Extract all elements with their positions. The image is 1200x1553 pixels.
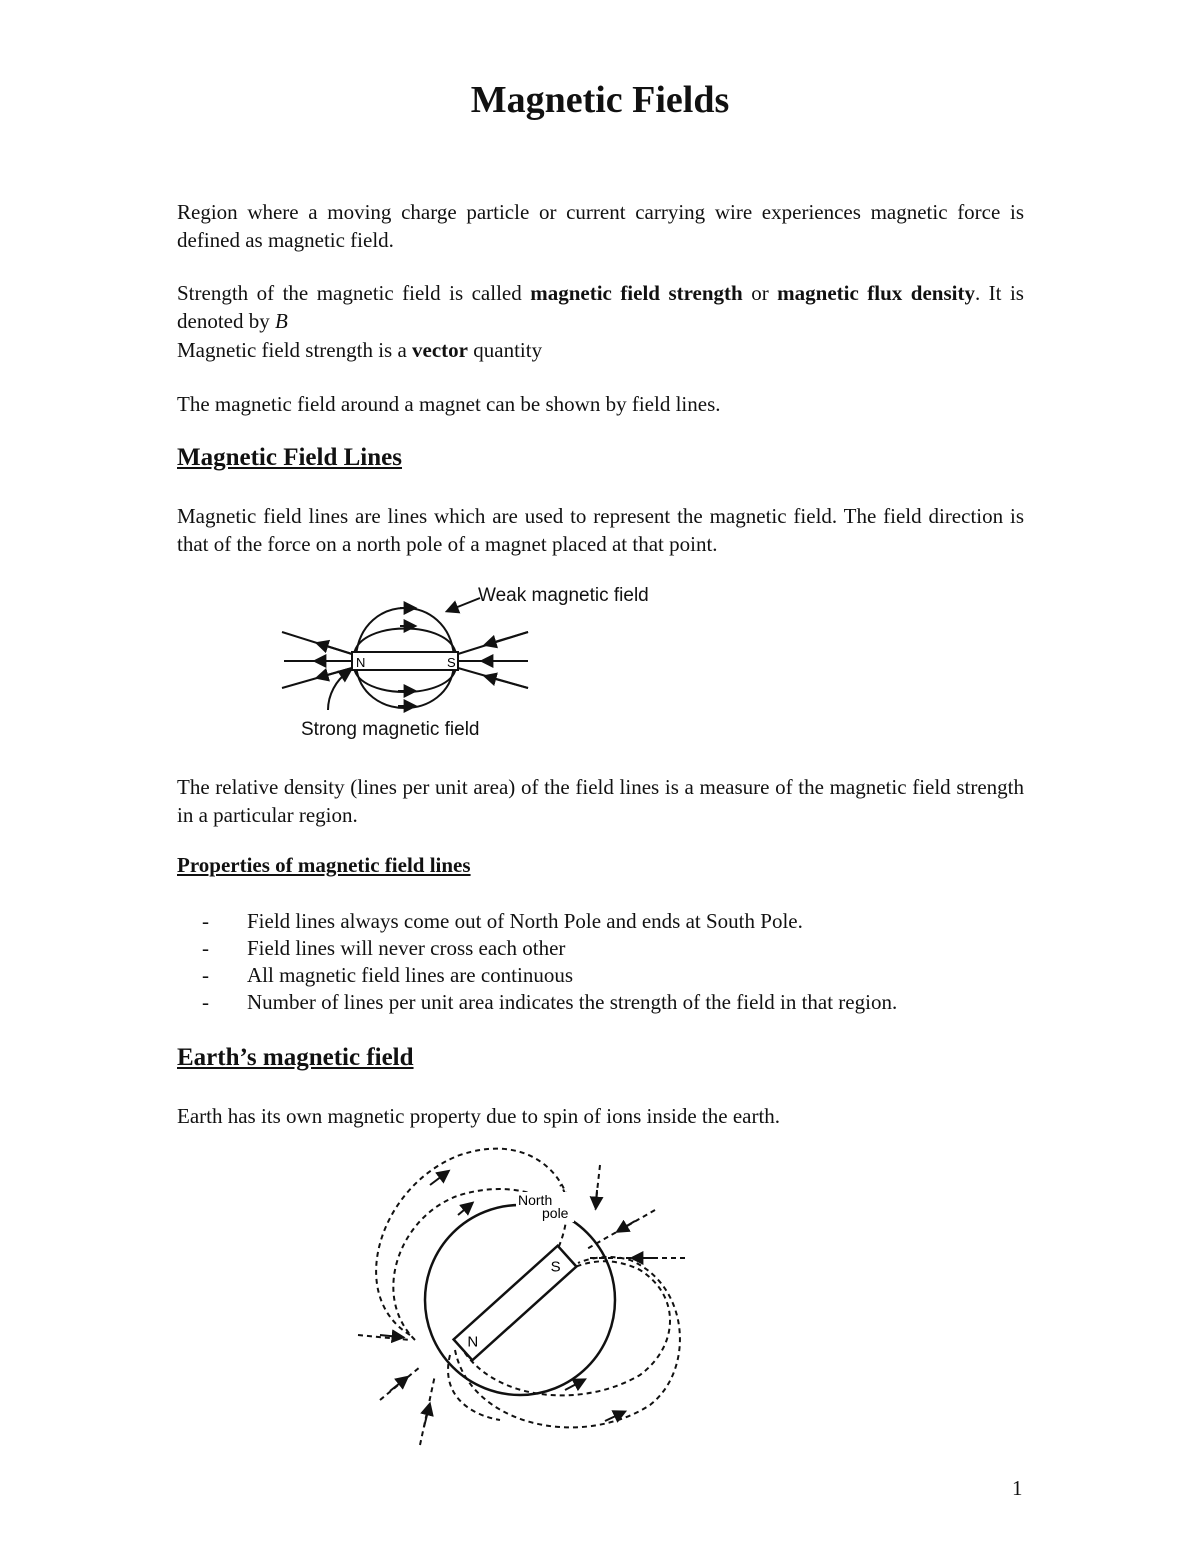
list-item bbox=[177, 935, 897, 962]
field-arrow bbox=[430, 1173, 446, 1185]
intro-paragraph: Region where a moving charge particle or current carrying wire experiences magnetic force is defined as magnetic field. bbox=[177, 200, 1024, 252]
text-span: quantity bbox=[468, 338, 543, 362]
magnet-north-label: N bbox=[467, 1333, 479, 1351]
field-arrow bbox=[458, 1205, 470, 1215]
strong-field-label: Strong magnetic field bbox=[301, 719, 480, 740]
field-arrow bbox=[424, 1407, 429, 1427]
magnet-south-label: S bbox=[550, 1258, 561, 1276]
vector-quantity-line bbox=[177, 336, 1024, 364]
north-pole-label-line2: pole bbox=[542, 1205, 569, 1221]
symbol-b: B bbox=[274, 309, 288, 333]
page-number: 1 bbox=[1012, 1476, 1023, 1500]
text-span: Strength of the magnetic field is called bbox=[177, 281, 531, 305]
text-span: or bbox=[742, 281, 778, 305]
list-item bbox=[177, 962, 897, 989]
flux-density-paragraph bbox=[177, 279, 1024, 335]
strong-field-pointer bbox=[328, 672, 348, 710]
field-loop bbox=[376, 1149, 570, 1335]
page-title: Magnetic Fields bbox=[470, 79, 730, 121]
field-loop bbox=[354, 668, 456, 692]
list-dash: - bbox=[202, 963, 209, 987]
list-dash: - bbox=[202, 909, 209, 933]
list-dash: - bbox=[202, 936, 209, 960]
section-heading-field-lines: Magnetic Field Lines bbox=[177, 444, 402, 471]
text-span: Magnetic field strength is a bbox=[177, 338, 413, 362]
properties-heading: Properties of magnetic field lines bbox=[177, 853, 471, 877]
field-arrow bbox=[488, 677, 528, 688]
earth-intro-line: Earth has its own magnetic property due to spin of ions inside the earth. bbox=[177, 1104, 781, 1128]
list-dash: - bbox=[202, 990, 209, 1014]
term-magnetic-flux-density: magnetic flux density bbox=[777, 281, 975, 305]
field-arrow bbox=[390, 1379, 405, 1391]
text-span: . It is denoted by bbox=[177, 281, 1024, 333]
term-magnetic-field-strength: magnetic field strength bbox=[530, 281, 743, 305]
list-item bbox=[177, 989, 897, 1016]
earth-field-diagram bbox=[350, 1145, 690, 1455]
list-item bbox=[177, 908, 897, 935]
field-arrow bbox=[488, 632, 528, 644]
properties-list bbox=[177, 908, 897, 1016]
density-paragraph: The relative density (lines per unit area) of the field lines is a measure of the magnetic field strength in a particular region. bbox=[177, 775, 1024, 827]
list-item-text: Number of lines per unit area indicates the strength of the field in that region. bbox=[247, 990, 898, 1014]
north-pole-label: North bbox=[518, 1192, 553, 1208]
field-loop bbox=[356, 666, 454, 708]
field-arrow bbox=[380, 1335, 400, 1337]
weak-field-pointer bbox=[450, 598, 480, 610]
list-item-text: Field lines will never cross each other bbox=[247, 936, 566, 960]
section-heading-earth-field: Earth’s magnetic field bbox=[177, 1044, 414, 1071]
field-arrow bbox=[620, 1221, 635, 1230]
field-loop bbox=[448, 1355, 500, 1420]
field-loop bbox=[356, 608, 454, 656]
field-lines-definition: Magnetic field lines are lines which are used to represent the magnetic field. The field direction is that of the force on a north pole of a magnet placed at that point. bbox=[177, 504, 1024, 556]
weak-field-label: Weak magnetic field bbox=[478, 585, 649, 606]
field-arrow bbox=[320, 644, 352, 654]
field-arrow bbox=[596, 1190, 597, 1205]
list-item-text: All magnetic field lines are continuous bbox=[247, 963, 573, 987]
magnet-south-label: S bbox=[447, 655, 456, 670]
magnet-north-label: N bbox=[356, 655, 366, 670]
field-lines-intro-line: The magnetic field around a magnet can be shown by field lines. bbox=[177, 392, 721, 416]
list-item-text: Field lines always come out of North Pole and ends at South Pole. bbox=[247, 909, 803, 933]
term-vector: vector bbox=[412, 338, 468, 362]
field-loop bbox=[354, 629, 456, 655]
bar-magnet bbox=[352, 652, 458, 670]
earth-bar-magnet bbox=[454, 1246, 577, 1360]
